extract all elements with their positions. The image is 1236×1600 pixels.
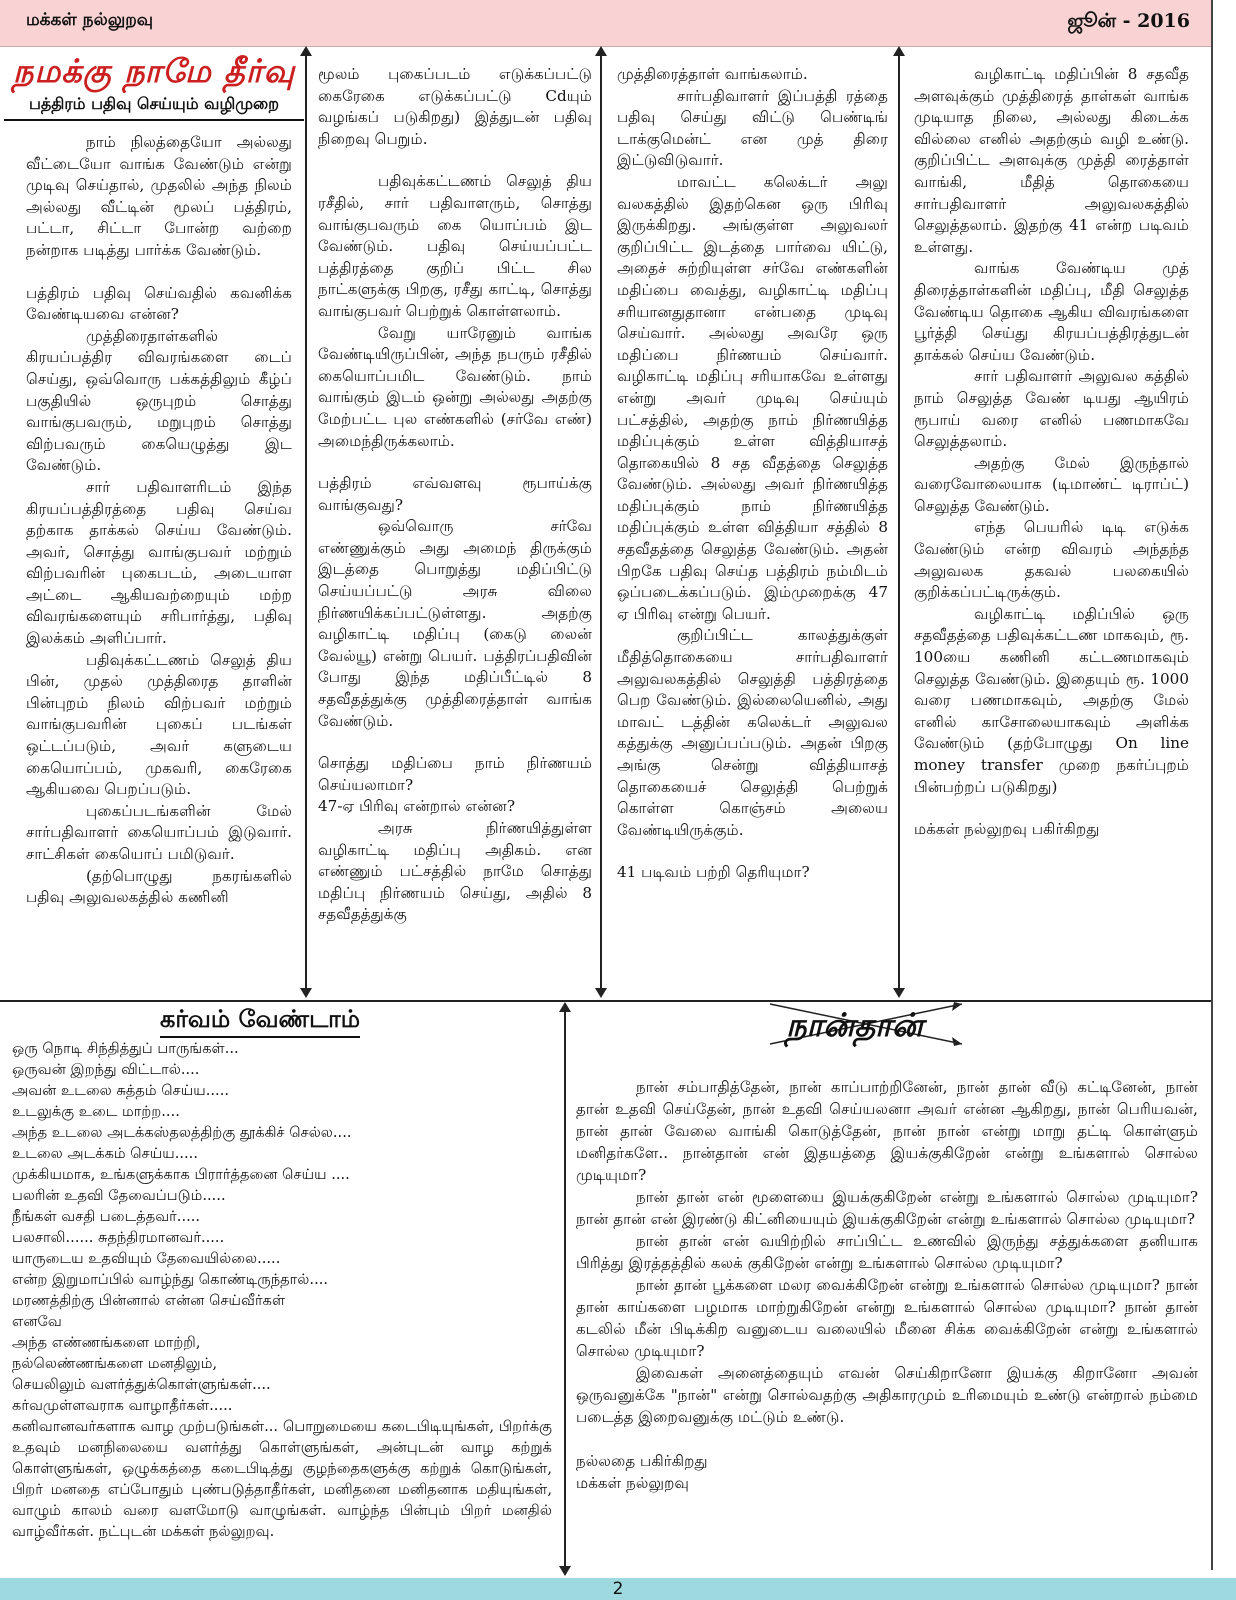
paragraph: வழிகாட்டி மதிப்பில் ஒரு சதவீதத்தை பதிவுக்கட்டண மாகவும், ரூ. 100யை கணினி கட்டணமாகவும் செலுத்த வேண்டும். இதையும் ரூ. 1000 வரை பணமாகவும், அதற்கு மேல் எனில் காசோலையாகவும் அளிக்க வேண்டும் (தற்போழுது On line money transfer முறை நகர்ப்புறம் பின்பற்றப் படுகிறது) <box>914 604 1189 796</box>
issue-date: ஜூன் - 2016 <box>1067 10 1190 32</box>
poem-line: நல்லெண்ணங்களை மனதிலும், <box>12 1355 218 1372</box>
article-column-2 <box>318 64 592 926</box>
poem-line: முக்கியமாக, உங்களுக்காக பிரார்த்தனை செய்ய .... <box>12 1166 350 1183</box>
poem-line: பலரின் உதவி தேவைப்படும்..... <box>12 1187 226 1204</box>
paragraph: நான் சம்பாதித்தேன், நான் காப்பாற்றினேன், நான் தான் வீடு கட்டினேன், நான் தான் உதவி செய்தேன், நான் உதவி செய்யலனா அவர் என்ன ஆகிறது, நான் பெரியவன், நான் தான் வேலை வாங்கி கொடுத்தேன், நான் நான் என்று மாறு தட்டி கொள்ளும் மனிதர்களே.. நான்தான் என் இதயத்தை இயக்குகிறேன் என்று உங்களால் சொல்ல முடியுமா? <box>576 1078 1198 1184</box>
section-question: 41 படிவம் பற்றி தெரியுமா? <box>617 863 810 882</box>
paragraph: புகைப்படங்களின் மேல் சார்பதிவாளர் கையொப்பம் இடுவார். சாட்சிகள் கையொப் பமிடுவர். <box>26 801 292 863</box>
paragraph: பதிவுக்கட்டணம் செலுத் திய ரசீதில், சார் பதிவாளரும், சொத்து வாங்குபவரும் கை யொப்பம் இட வேண்டும். பதிவு செய்யப்பட்ட பத்திரத்தை குறிப் பிட்ட சில நாட்களுக்கு பிறகு, ரசீது காட்டி, சொத்து வாங்குபவர் பெற்றுக் கொள்ளலாம். <box>318 172 592 320</box>
paragraph: சார் பதிவாளரிடம் இந்த கிரயப்பத்திரத்தை பதிவு செய்வ தற்காக தாக்கல் செய்ய வேண்டும். அவர், சொத்து வாங்குபவர் மற்றும் விற்பவரின் புகைபடம், அடையாள அட்டை ஆகியவற்றையும் மற்ற விவரங்களையும் சரிபார்த்து, பதிவு இலக்கம் அளிப்பார். <box>26 477 292 648</box>
page-header <box>0 0 1212 47</box>
paragraph: சார் பதிவாளர் அலுவல கத்தில் நாம் செலுத்த வேண் டியது ஆயிரம் ரூபாய் வரை எனில் பணமாகவே செலுத்தலாம். <box>914 367 1189 451</box>
paragraph: (தற்பொழுது நகரங்களில் பதிவு அலுவலகத்தில் கணினி <box>26 866 292 907</box>
paragraph: எந்த பெயரில் டிடி எடுக்க வேண்டும் என்ற விவரம் அந்தந்த அலுவலக தகவல் பலகையில் குறிக்கப்பட்டிருக்கும். <box>914 518 1189 602</box>
paragraph: ஒவ்வொரு சர்வே எண்ணுக்கும் அது அமைந் திருக்கும் இடத்தை பொறுத்து மதிப்பிட்டு செய்யப்பட்டு அரசு விலை நிர்ணயிக்கப்பட்டுள்ளது. அதற்கு வழிகாட்டி மதிப்பு (கைடு லைன் வேல்யூ) என்று பெயர். பத்திரப்பதிவின் போது இந்த மதிப்பீட்டில் 8 சதவீதத்துக்கு முத்திரைத்தாள் வாங்க வேண்டும். <box>318 517 592 730</box>
paragraph: அதற்கு மேல் இருந்தால் வரைவோலையாக (டிமாண்ட் டிராப்ட்) செலுத்த வேண்டும். <box>914 453 1189 515</box>
section-question: பத்திரம் பதிவு செய்வதில் கவனிக்க வேண்டியவை என்ன? <box>26 283 292 324</box>
poem-line: மரணத்திற்கு பின்னால் என்ன செய்வீர்கள் <box>12 1292 286 1309</box>
poem-line: அந்த எண்ணங்களை மாற்றி, <box>12 1334 201 1351</box>
article-title-pride: கர்வம் வேண்டாம் <box>160 1005 360 1038</box>
poem-line: ஒரு நொடி சிந்தித்துப் பாருங்கள்... <box>12 1040 239 1057</box>
column-divider-arrow <box>898 48 900 996</box>
page-footer <box>0 1578 1236 1600</box>
paragraph: நாம் நிலத்தையோ அல்லது வீட்டையோ வாங்க வேண்டும் என்று முடிவு செய்தால், முதலில் அந்த நிலம் அல்லது வீட்டின் மூலப் பத்திரம், பட்டா, சிட்டா போன்ற வற்றை நன்றாக படித்து பார்க்க வேண்டும். <box>26 133 292 259</box>
article-subtitle-registration: பத்திரம் பதிவு செய்யும் வழிமுறை <box>4 94 304 121</box>
poem-line: உடலுக்கு உடை மாற்ற.... <box>12 1103 180 1120</box>
paragraph: அரசு நிர்ணயித்துள்ள வழிகாட்டி மதிப்பு அதிகம். என எண்ணும் பட்சத்தில் நாமே சொத்து மதிப்பு நிர்ணயம் செய்து, அதில் 8 சதவீதத்துக்கு <box>318 819 592 924</box>
poem-line: அவன் உடலை சுத்தம் செய்ய..... <box>12 1082 229 1099</box>
poem-line: எனவே <box>12 1313 62 1330</box>
poem-line: கர்வமுள்ளவராக வாழாதீர்கள்..... <box>12 1397 233 1414</box>
section-question: பத்திரம் எவ்வளவு ரூபாய்க்கு வாங்குவது? <box>318 474 592 514</box>
article-title-registration: நமக்கு நாமே தீர்வு <box>12 52 296 90</box>
column-divider-arrow <box>305 48 307 996</box>
title-text: நான்தான் <box>786 1006 923 1044</box>
poem-line: யாருடைய உதவியும் தேவையில்லை..... <box>12 1250 281 1267</box>
signature-line: மக்கள் நல்லுறவு <box>576 1474 690 1492</box>
signature-line: நல்லதை பகிர்கிறது <box>576 1452 708 1470</box>
publication-name: மக்கள் நல்லுறவு <box>26 10 154 30</box>
poem-line: ஒருவன் இறந்து விட்டால்.... <box>12 1061 200 1078</box>
paragraph: மூலம் புகைப்படம் எடுக்கப்பட்டு கைரேகை எடுக்கப்பட்டு Cdயும் வழங்கப் படுகிறது) இத்துடன் பதிவு நிறைவு பெறும். <box>318 65 592 148</box>
section-divider <box>0 1000 1212 1002</box>
paragraph: வழிகாட்டி மதிப்பின் 8 சதவீத அளவுக்கும் முத்திரைத் தாள்கள் வாங்க முடியாத நிலை, அல்லது கிடைக்க வில்லை எனில் அதற்கும் வழி உண்டு. குறிப்பிட்ட அளவுக்கு முத்தி ரைத்தாள் வாங்கி, மீதித் தொகையை சார்பதிவாளர் அலுவலகத்தில் செலுத்தலாம். இதற்கு 41 என்ற படிவம் உள்ளது. <box>914 65 1189 256</box>
paragraph: இவைகள் அனைத்தையும் எவன் செய்கிறானோ இயக்கு கிறானோ அவன் ஒருவனுக்கே "நான்" என்று சொல்வதற்கு அதிகாரமும் உரிமையும் உண்டு என்றால் நம்மை படைத்த இறைவனுக்கு மட்டும் உண்டு. <box>576 1364 1198 1426</box>
paragraph: குறிப்பிட்ட காலத்துக்குள் மீதித்தொகையை சார்பதிவாளர் அலுவலகத்தில் செலுத்தி பத்திரத்தை பெற வேண்டும். இல்லையெனில், அது மாவட் டத்தின் கலெக்டர் அலுவல கத்துக்கு அனுப்பப்படும். அதன் பிறகு அங்கு சென்று வித்தியாசத் தொகையைச் செலுத்தி பெற்றுக் கொள்ள கொஞ்சம் அலைய வேண்டியிருக்கும். <box>617 626 888 839</box>
poem-line: பலசாலி...... சுதந்திரமானவர்..... <box>12 1229 225 1246</box>
essay-block <box>576 1076 1198 1494</box>
poem-line: என்ற இறுமாப்பில் வாழ்ந்து கொண்டிருந்தால்.... <box>12 1271 328 1288</box>
paragraph: முத்திரைதாள்களில் கிரயப்பத்திர விவரங்களை டைப் செய்து, ஒவ்வொரு பக்கத்திலும் கீழ்ப் பகுதியில் ஒருபுறம் சொத்து வாங்குபவரும், மறுபுறம் சொத்து விற்பவரும் கையெழுத்து இட வேண்டும். <box>26 326 292 475</box>
article-title-itsme <box>786 1006 923 1048</box>
poem-line: நீங்கள் வசதி படைத்தவர்..... <box>12 1208 201 1225</box>
closing-paragraph: கனிவானவர்களாக வாழ முற்படுங்கள்... பொறுமையை கடைபிடியுங்கள், பிறர்க்கு உதவும் மனநிலையை வளர்த்து கொள்ளுங்கள், அன்புடன் வாழ கற்றுக் கொள்ளுங்கள், ஒழுக்கத்தை கடைபிடித்து குழந்தைகளுக்கு கற்றுக் கொடுங்கள், பிறர் மனதை எப்போதும் புண்படுத்தாதீர்கள், மனிதனை மனிதனாக மதியுங்கள், வாழும் காலம் வரை வளமோடு வாழுங்கள். வாழ்ந்த பின்பும் பிறர் மனதில் வாழ்வீர்கள். நட்புடன் மக்கள் நல்லுறவு. <box>12 1418 552 1540</box>
paragraph: முத்திரைத்தாள் வாங்கலாம். <box>617 65 808 83</box>
page-number: 2 <box>612 1579 624 1599</box>
article-column-4 <box>914 64 1189 841</box>
paragraph: நான் தான் என் மூளையை இயக்குகிறேன் என்று உங்களால் சொல்ல முடியுமா? நான் தான் என் இரண்டு கிட்னியையும் இயக்குகிறேன் என்று உங்களால் சொல்ல முடியுமா? <box>576 1188 1198 1228</box>
paragraph: சார்பதிவாளர் இப்பத்தி ரத்தை பதிவு செய்து விட்டு பெண்டிங் டாக்குமென்ட் என முத் திரை இட்டுவிடுவார். <box>617 86 888 170</box>
article-column-1 <box>26 132 292 909</box>
section-question: சொத்து மதிப்பை நாம் நிர்ணயம் செய்யலாமா? <box>318 754 592 794</box>
poem-line: அந்த உடலை அடக்கஸ்தலத்திற்கு தூக்கிச் செல்ல.... <box>12 1124 352 1141</box>
paragraph: நான் தான் பூக்களை மலர வைக்கிறேன் என்று உங்களால் சொல்ல முடியுமா? நான் தான் காய்களை பழமாக மாற்றுகிறேன் என்று உங்களால் சொல்ல முடியுமா? நான் தான் கடலில் மீன் பிடிக்கிற வனுடைய வலையில் மீனை சிக்க வைக்கிறேன் என்று உங்களால் சொல்ல முடியுமா? <box>576 1276 1198 1360</box>
column-divider-arrow <box>600 48 602 996</box>
poem-line: உடலை அடக்கம் செய்ய..... <box>12 1145 198 1162</box>
section-question: 47-ஏ பிரிவு என்றால் என்ன? <box>318 797 515 816</box>
page-right-border <box>1211 0 1213 1570</box>
poem-line: செயலிலும் வளர்த்துக்கொள்ளுங்கள்.... <box>12 1376 271 1393</box>
paragraph: நான் தான் என் வயிற்றில் சாப்பிட்ட உணவில் இருந்து சத்துக்களை தனியாக பிரித்து இரத்தத்தில் கலக் குகிறேன் என்று உங்களால் சொல்ல முடியுமா? <box>576 1232 1198 1272</box>
article-column-3 <box>617 64 888 884</box>
paragraph: வாங்க வேண்டிய முத் திரைத்தாள்களின் மதிப்பு, மீதி செலுத்த வேண்டிய தொகை ஆகிய விவரங்களை பூர்த்தி செய்து கிரயப்பத்திரத்துடன் தாக்கல் செய்ய வேண்டும். <box>914 259 1189 364</box>
signature-line: மக்கள் நல்லுறவு பகிர்கிறது <box>914 820 1100 839</box>
column-divider-arrow <box>564 1004 566 1574</box>
paragraph: மாவட்ட கலெக்டர் அலு வலகத்தில் இதற்கென ஒரு பிரிவு இருக்கிறது. அங்குள்ள அலுவலர் குறிப்பிட்ட இடத்தை பார்வை யிட்டு, அதைச் சுற்றியுள்ள சர்வே எண்களின் மதிப்பை வைத்து, வழிகாட்டி மதிப்பு சரியானதுதானா என்பதை முடிவு செய்வார். அல்லது அவரே ஒரு மதிப்பை நிர்ணயம் செய்வார். வழிகாட்டி மதிப்பு சரியாகவே உள்ளது என்று அவர் முடிவு செய்யும் பட்சத்தில், அதற்கு நாம் நிர்ணயித்த மதிப்புக்கும் உள்ள வித்தியாசத் தொகையில் 8 சத வீதத்தை செலுத்த வேண்டும். அல்லது அவர் நிர்ணயித்த மதிப்புக்கும் நாம் நிர்ணயித்த மதிப்புக்கும் உள்ள வித்தியா சத்தில் 8 சதவீதத்தை செலுத்த வேண்டும். அதன் பிறகே பதிவு செய்த பத்திரம் நம்மிடம் ஒப்படைக்கப்படும். இம்முறைக்கு 47 ஏ பிரிவு என்று பெயர். <box>617 172 888 623</box>
poem-block <box>12 1038 552 1542</box>
paragraph: பதிவுக்கட்டணம் செலுத் திய பின், முதல் முத்திரைத தாளின் பின்புறம் நிலம் விற்பவர் மற்றும் வாங்குபவரின் புகைப் படங்கள் ஒட்டப்படும், அவர் களுடைய கையொப்பம், முகவரி, கைரேகை ஆகியவை பெறப்படும். <box>26 650 292 799</box>
paragraph: வேறு யாரேனும் வாங்க வேண்டியிருப்பின், அந்த நபரும் ரசீதில் கையொப்பமிட வேண்டும். நாம் வாங்கும் இடம் ஒன்று அல்லது அதற்கு மேற்பட்ட புல எண்களில் (சர்வே எண்) அமைந்திருக்கலாம். <box>318 323 592 450</box>
